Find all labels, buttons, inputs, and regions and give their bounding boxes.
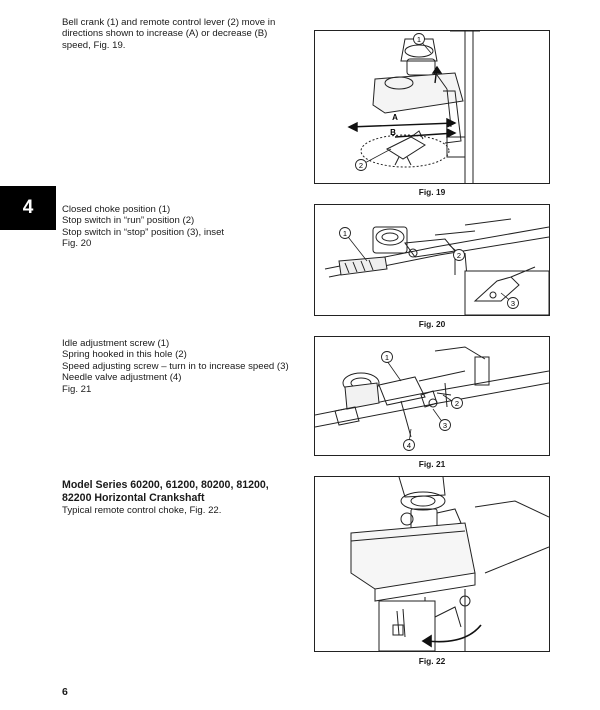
fig21-illustration [315,337,549,455]
fig20-illustration [315,205,549,315]
text-line: Stop switch in “run” position (2) [62,215,195,227]
callout-4-label: 4 [406,440,412,450]
text-line: Idle adjustment screw (1) [62,338,170,349]
fig19-description [62,17,290,51]
fig20-caption: Fig. 20 [418,319,446,329]
figure-21 [314,336,550,456]
figure-19 [314,30,550,184]
fig21-description [62,338,290,395]
callout-2-label: 2 [456,250,462,260]
section-tab: 4 [0,186,56,230]
text-line: speed, Fig. 19. [62,39,126,51]
fig22-illustration [315,477,549,651]
text-line: directions shown to increase (A) or decrease (B) [62,28,268,40]
callout-3-label: 3 [442,420,448,430]
text-line: Spring hooked in this hole (2) [62,349,187,361]
section-heading [62,479,269,505]
direction-a-label: A [392,113,398,122]
callout-1-label: 1 [384,352,390,362]
heading-line: Model Series 60200, 61200, 80200, 81200, [62,479,269,491]
callout-3-label: 3 [510,298,516,308]
fig19-caption: Fig. 19 [418,187,446,197]
text-line: Fig. 21 [62,383,92,395]
callout-2-label: 2 [454,398,460,408]
fig19-illustration [315,31,549,183]
text-line: Typical remote control choke, Fig. 22. [62,505,222,516]
callout-1-label: 1 [416,34,422,44]
page-number: 6 [62,686,68,698]
fig20-description [62,204,290,250]
text-line: Stop switch in “stop” position (3), inset [62,226,225,238]
figure-20 [314,204,550,316]
callout-1-label: 1 [342,228,348,238]
fig22-description [62,505,290,516]
fig21-caption: Fig. 21 [418,459,446,469]
callout-2-label: 2 [358,160,364,170]
figure-22 [314,476,550,652]
direction-b-label: B [390,128,396,137]
fig22-caption: Fig. 22 [418,656,446,666]
text-line: Speed adjusting screw – turn in to increase speed (3) [62,360,289,372]
text-line: Closed choke position (1) [62,204,171,215]
text-line: Needle valve adjustment (4) [62,372,182,384]
text-line: Fig. 20 [62,238,92,250]
heading-line: 82200 Horizontal Crankshaft [62,492,205,504]
text-line: Bell crank (1) and remote control lever (2) move in [62,17,276,28]
